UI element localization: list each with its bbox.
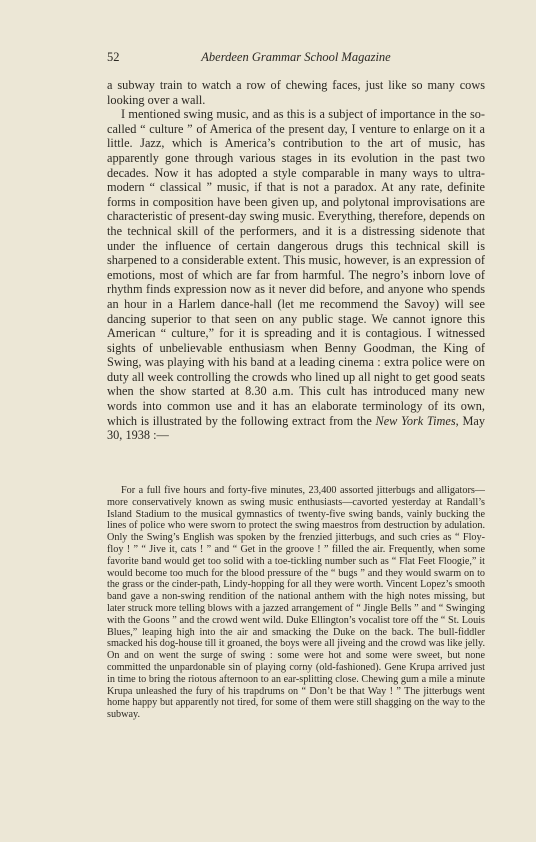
page-header <box>107 50 485 70</box>
paragraph-text: I mentioned swing music, and as this is a subject of importance in the so-called “ culture ” of America of the present day, I venture to enlarge on it a little. Jazz, which is America’s contribution to the art of music, has apparently gone through various stages in its evolution in the past two decades. Now it has adopted a style comparable in many ways to ultra-modern “ classical ” music, if that is not a paradox. At any rate, definite forms in composition have been given up, and polytonal improvisations are characteristic of present-day swing music. Everything, therefore, depends on the technical skill of the performers, and it is a distressing sidenote that under the influence of certain dangerous drugs this technical skill is sharpened to a considerable extent. This music, however, is an expression of emotions, most of which are far from harmful. The negro’s inborn love of rhythm finds expression now as it never did before, and anyone who spends an hour in a Harlem dance-hall (let me recommend the Savoy) will see dancing superior to that seen on any public stage. We cannot ignore this American “ culture,” for it is spreading and it is contagious. I witnessed sights of unbelievable enthusiasm when Benny Goodman, the King of Swing, was playing with his band at a leading cinema : extra police were on duty all week controlling the crowds who lined up all night to get good seats when the show started at 8.30 a.m. This cult has introduced many new words into common use and it has an elaborate terminology of its own, which is illustrated by the following extract from the <box>107 107 485 428</box>
running-title: Aberdeen Grammar School Magazine <box>201 50 391 64</box>
article-body <box>107 78 485 443</box>
page-number: 52 <box>107 50 120 64</box>
newspaper-title: New York Times <box>375 413 456 428</box>
newspaper-extract <box>107 485 485 721</box>
paragraph-continued: a subway train to watch a row of chewing faces, just like so many cows looking over a wall. <box>107 78 485 107</box>
extract-text: For a full five hours and forty-five minutes, 23,400 assorted jitterbugs and alligators—more conservatively known as swing music enthusiasts—cavorted yesterday at Randall’s Island Stadium to the musical gymnastics of twenty-five swing bands, vainly bucking the lines of police who were sworn to protect the swing maestros from destruction by adulation. Only the Swing’s English was spoken by the frenzied jitterbugs, and such cries as “ Floy-floy ! ” “ Jive it, cats ! ” and “ Get in the groove ! ” filled the air. Frequently, when some favorite band would get too solid with a toe-tickling number such as “ Flat Feet Floogie,” it would become too much for the blood pressure of the “ bugs ” and they would swarm on to the grass or the cinder-path, Lindy-hopping for all they were worth. Vincent Lopez’s smooth band gave a non-swing rendition of the national anthem with the high notes missing, but later struck more telling blows with a jazzed arrangement of “ Jingle Bells ” and “ Swinging with the Goons ” and the crowd went wild. Duke Ellington’s vocalist tore off the “ St. Louis Blues,” leaping high into the air and smacking the Duke on the back. The bull-fiddler smacked his dog-house till it groaned, the boys were all jiveing and the crowd was like jelly. On and on went the surge of swing : some were hot and some were sweet, but none committed the unpardonable sin of playing corny (old-fashioned). Gene Krupa arrived just in time to bring the riotous afternoon to an ear-splitting close. Chewing gum a mile a minute Krupa unleashed the fury of his trapdrums on “ Don’t be that Way ! ” The jitterbugs went home happy but apparently not tired, for some of them were still shagging on the way to the subway. <box>107 485 485 721</box>
paragraph-swing-music <box>107 107 485 443</box>
paragraph-date: , May 30, 1938 :— <box>107 413 485 443</box>
